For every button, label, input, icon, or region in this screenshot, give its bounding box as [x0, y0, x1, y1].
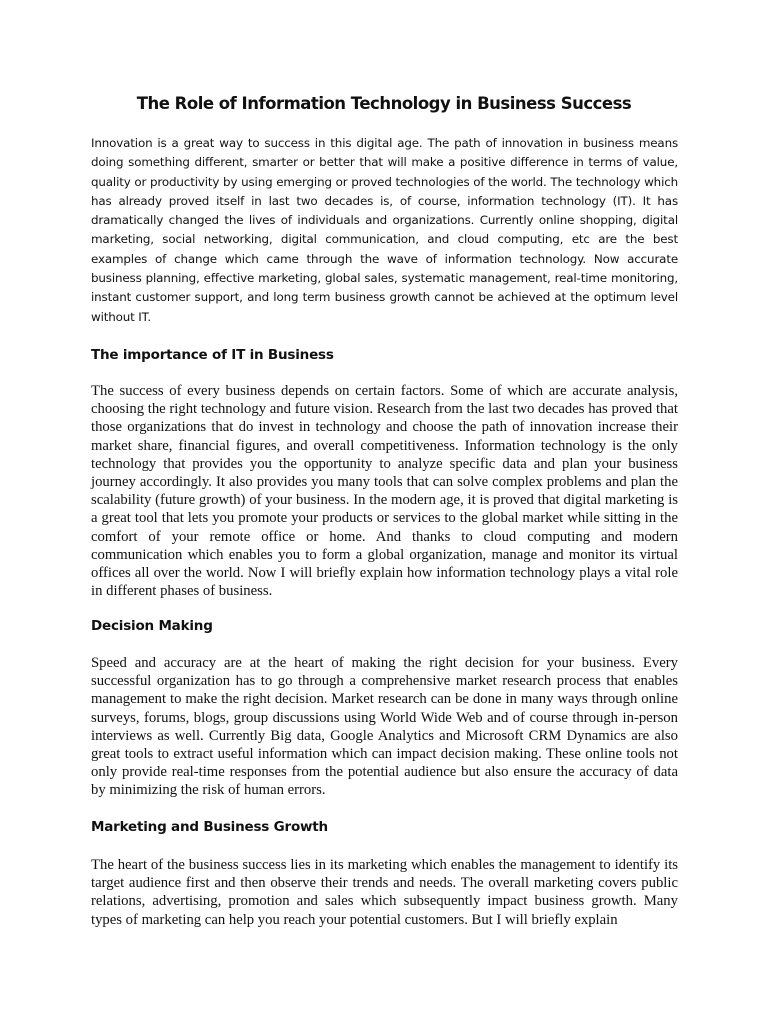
intro-paragraph: Innovation is a great way to success in this digital age. The path of innovation in business means doing something different, smarter or better that will make a positive difference in terms of value, quality or productivity by using emerging or proved technologies of the world. The technology which has already proved itself in last two decades is, of course, information technology (IT). It has dramatically changed the lives of individuals and organizations. Currently online shopping, digital marketing, social networking, digital communication, and cloud computing, etc are the best examples of change which came through the wave of information technology. Now accurate business planning, effective marketing, global sales, systematic management, real-time monitoring, instant customer support, and long term business growth cannot be achieved at the optimum level without IT. [91, 136, 678, 324]
section-body-marketing: The heart of the business success lies in its marketing which enables the management to identify its target audience first and then observe their trends and needs. The overall marketing covers public relations, advertising, promotion and sales which subsequently impact business growth. Many types of marketing can help you reach your potential customers. But I will briefly explain [91, 857, 678, 928]
section-heading-importance: The importance of IT in Business [91, 347, 334, 363]
section-body-decision-making: Speed and accuracy are at the heart of making the right decision for your business. Every successful organization has to go through a comprehensive market research process that enables management to make the right decision. Market research can be done in many ways through online surveys, forums, blogs, group discussions using World Wide Web and of course through in-person interviews as well. Currently Big data, Google Analytics and Microsoft CRM Dynamics are also great tools to extract useful information which can impact decision making. These online tools not only provide real-time responses from the potential audience but also ensure the accuracy of data by minimizing the risk of human errors. [91, 655, 678, 799]
section-body-importance: The success of every business depends on certain factors. Some of which are accurate analysis, choosing the right technology and future vision. Research from the last two decades has proved that those organizations that do invest in technology and choose the path of innovation increase their market share, financial figures, and overall competitiveness. Information technology is the only technology that provides you the opportunity to analyze specific data and plan your business journey accordingly. It also provides you many tools that can solve complex problems and plan the scalability (future growth) of your business. In the modern age, it is proved that digital marketing is a great tool that lets you promote your products or services to the global market while sitting in the comfort of your remote office or home. And thanks to cloud computing and modern communication which enables you to form a global organization, manage and monitor its virtual offices all over the world. Now I will briefly explain how information technology plays a vital role in different phases of business. [91, 383, 678, 600]
section-heading-decision-making: Decision Making [91, 618, 213, 634]
document-title: The Role of Information Technology in Business Success [136, 94, 632, 113]
section-heading-marketing: Marketing and Business Growth [91, 819, 328, 835]
